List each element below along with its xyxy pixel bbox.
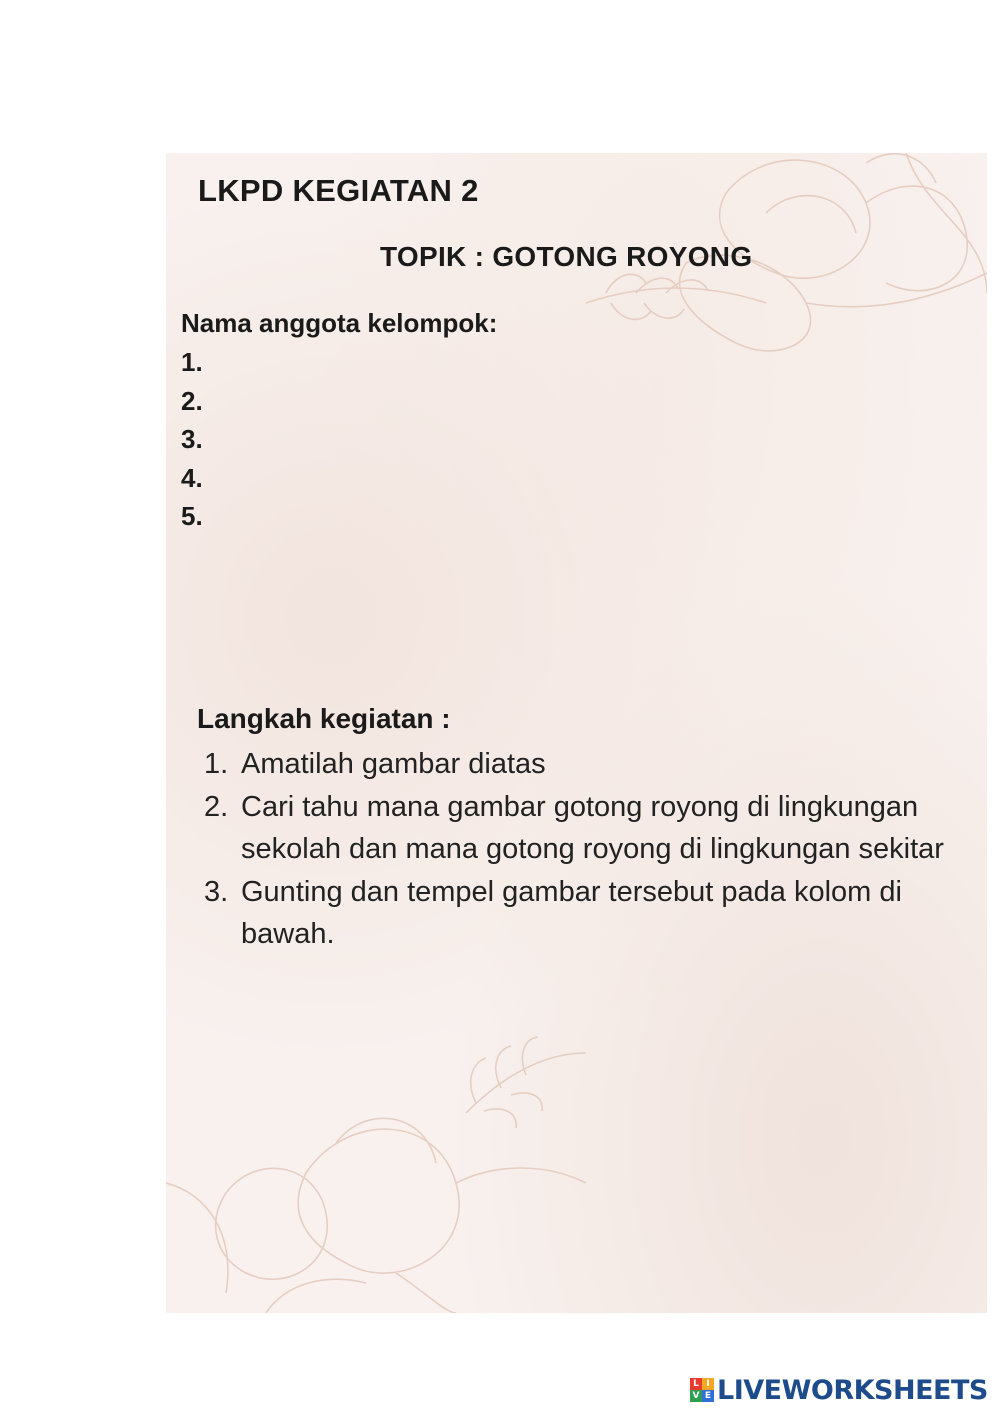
logo-letter: L xyxy=(690,1378,702,1390)
activity-step xyxy=(204,743,964,786)
activity-steps-label: Langkah kegiatan : xyxy=(197,703,451,734)
step-number: 2. xyxy=(204,790,229,823)
step-text: Amatilah gambar diatas xyxy=(241,748,546,780)
worksheet-title: LKPD KEGIATAN 2 xyxy=(198,173,479,208)
step-text: Gunting dan tempel gambar tersebut pada kolom di bawah. xyxy=(241,875,902,950)
activity-step xyxy=(204,871,964,956)
liveworksheets-logo-icon xyxy=(690,1378,714,1402)
logo-letter: I xyxy=(702,1378,714,1390)
worksheet-topic: TOPIK : GOTONG ROYONG xyxy=(380,241,753,272)
brand-name: LIVEWORKSHEETS xyxy=(717,1374,988,1406)
liveworksheets-brand[interactable] xyxy=(690,1372,988,1408)
activity-step xyxy=(204,786,964,871)
member-number: 2. xyxy=(181,385,203,416)
logo-letter: E xyxy=(702,1390,714,1402)
member-number: 4. xyxy=(181,462,203,493)
member-number: 1. xyxy=(181,347,203,377)
logo-letter: V xyxy=(690,1390,702,1402)
step-number: 1. xyxy=(204,748,229,780)
member-number: 5. xyxy=(181,501,203,531)
step-text: Cari tahu mana gambar gotong royong di lingkungan sekolah dan mana gotong royong di lingkungan sekitar xyxy=(241,790,944,865)
step-number: 3. xyxy=(204,875,229,908)
group-members-list xyxy=(181,343,203,536)
activity-steps-list xyxy=(204,743,964,956)
group-members-label: Nama anggota kelompok: xyxy=(181,308,498,338)
worksheet-page xyxy=(166,153,987,1313)
member-number: 3. xyxy=(181,424,203,454)
